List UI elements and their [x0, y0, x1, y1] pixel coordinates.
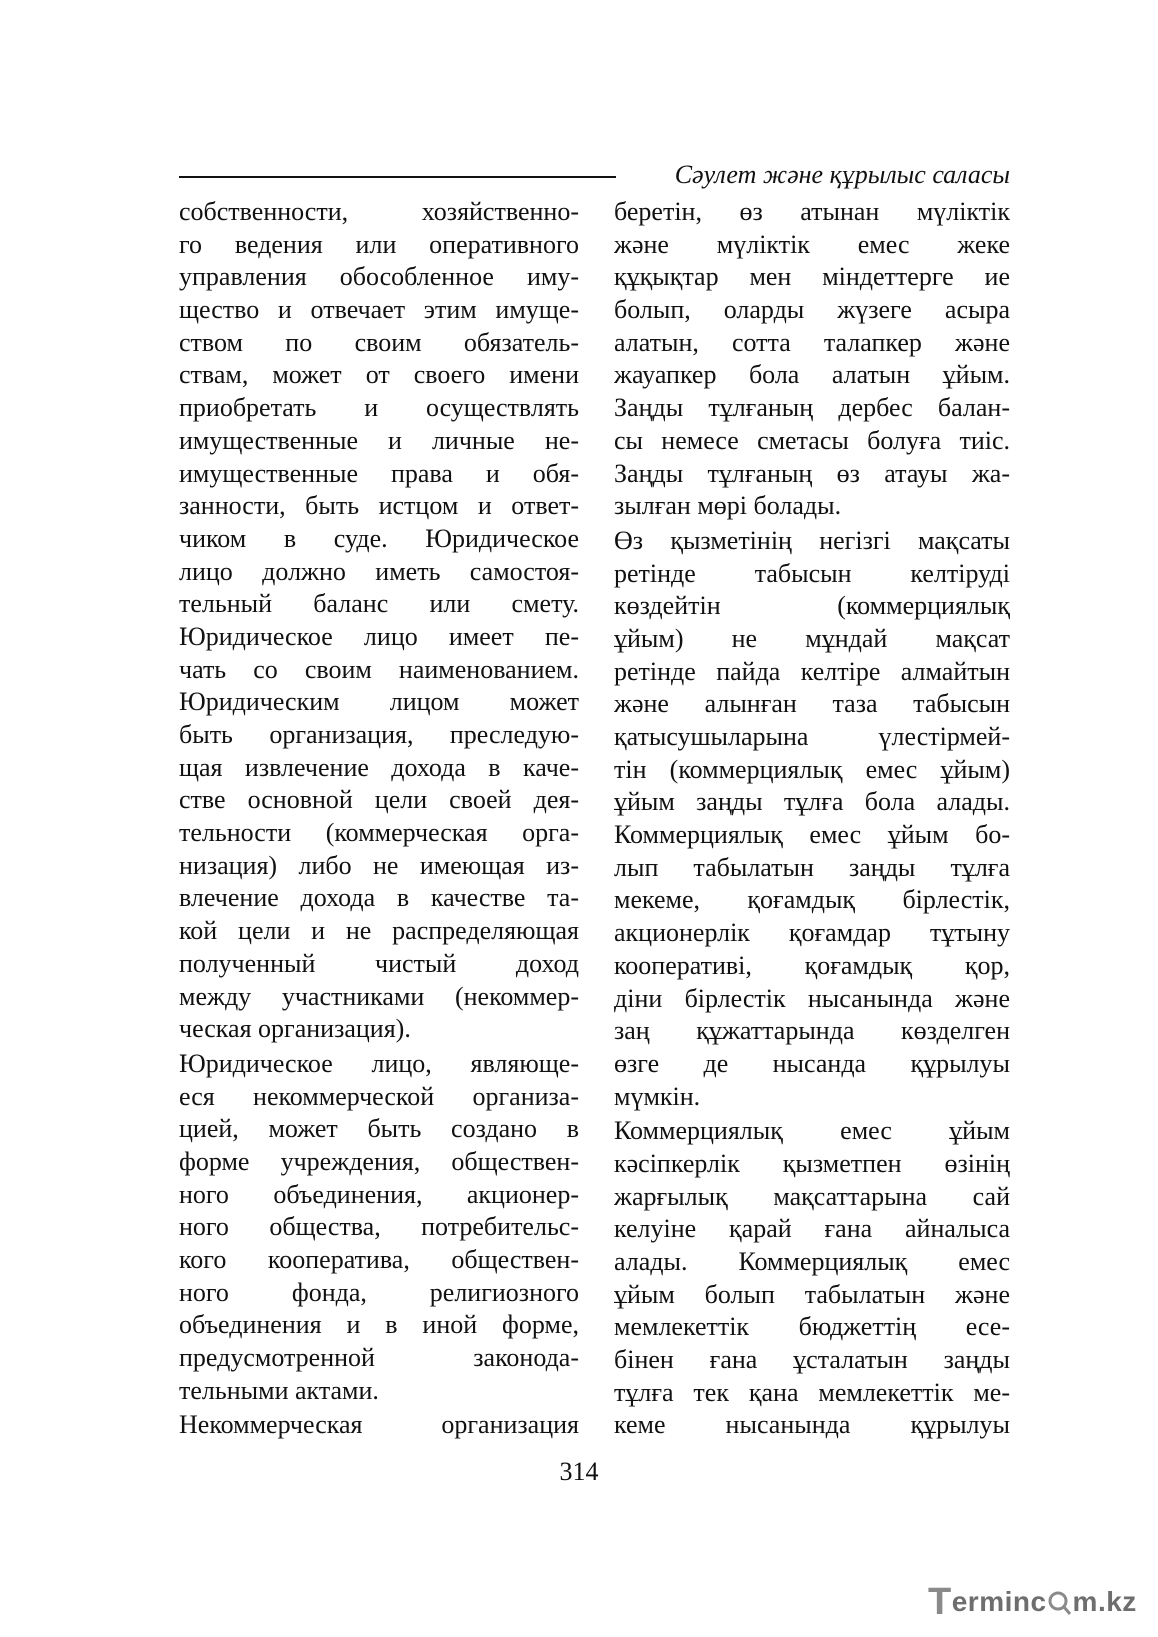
text-line: ного фонда, религиозного: [179, 1277, 579, 1307]
text-line: лып табылатын заңды тұлға: [614, 852, 1010, 882]
text-line: жарғылық мақсаттарына сай: [614, 1181, 1010, 1211]
text-line: Некоммерческая организация: [179, 1410, 579, 1440]
text-line: Заңды тұлғаның дербес балан-: [614, 393, 1010, 423]
text-line: Коммерциялық емес ұйым бо-: [614, 820, 1010, 850]
text-line: тұлға тек қана мемлекеттік ме-: [614, 1377, 1010, 1407]
text-line: ческая организация).: [179, 1014, 411, 1044]
text-line: заң құжаттарында көзделген: [614, 1016, 1010, 1046]
text-line: акционерлік қоғамдар тұтыну: [614, 918, 1010, 948]
text-line: Юридическим лицом может: [179, 687, 579, 717]
page-number: 314: [559, 1457, 599, 1486]
text-line: быть организация, преследую-: [179, 720, 579, 749]
text-line: жауапкер бола алатын ұйым.: [614, 360, 1010, 390]
text-line: мүмкін.: [614, 1081, 701, 1111]
text-line: болып, оларды жүзеге асыра: [614, 295, 1010, 325]
text-line: сы немесе сметасы болуға тиіс.: [614, 425, 1010, 455]
text-line: беретін, өз атынан мүліктік: [614, 197, 1010, 226]
text-line: объединения и в иной форме,: [179, 1310, 579, 1340]
text-line: Юридическое лицо, являюще-: [179, 1048, 579, 1078]
paragraph: [179, 196, 579, 1046]
text-line: занности, быть истцом и ответ-: [179, 491, 579, 521]
text-line: діни бірлестік нысанында және: [614, 983, 1010, 1013]
text-line: Өз қызметінің негізгі мақсаты: [614, 525, 1010, 555]
paragraph: [614, 525, 1010, 1113]
right-column: [614, 196, 1010, 1444]
paragraph: [614, 1115, 1010, 1442]
text-line: көздейтін (коммерциялық: [614, 591, 1010, 621]
text-line: және алынған таза табысын: [614, 689, 1010, 719]
magnifier-icon: [1048, 1588, 1072, 1616]
text-line: тельности (коммерческая орга-: [179, 818, 579, 848]
text-line: өзге де нысанда құрылуы: [614, 1048, 1010, 1078]
text-line: кого кооператива, обществен-: [179, 1245, 579, 1274]
text-line: Юридическое лицо имеет пе-: [179, 621, 579, 651]
text-line: алатын, сотта талапкер және: [614, 327, 1010, 357]
text-line: ұйым) не мұндай мақсат: [614, 623, 1010, 653]
text-line: кой цели и не распределяющая: [179, 916, 579, 946]
text-line: ұйым болып табылатын және: [614, 1279, 1010, 1309]
text-line: мекеме, қоғамдық бірлестік,: [614, 885, 1010, 915]
paragraph: [614, 196, 1010, 523]
text-line: ством по своим обязатель-: [179, 327, 579, 357]
text-line: тін (коммерциялық емес ұйым): [614, 754, 1010, 784]
text-line: мемлекеттік бюджеттің есе-: [614, 1312, 1010, 1342]
text-line: ретінде пайда келтіре алмайтын: [614, 656, 1010, 686]
text-line: полученный чистый доход: [179, 948, 579, 978]
text-line: щество и отвечает этим имуще-: [179, 295, 579, 325]
text-line: ствам, может от своего имени: [179, 360, 579, 390]
text-line: управления обособленное иму-: [179, 262, 579, 292]
text-line: тельный баланс или смету.: [179, 589, 579, 619]
text-line: имущественные права и обя-: [179, 458, 579, 488]
text-line: ного объединения, акционер-: [179, 1179, 579, 1209]
text-line: және мүліктік емес жеке: [614, 229, 1010, 259]
header-rule: [179, 176, 616, 178]
text-line: цией, может быть создано в: [179, 1114, 579, 1144]
text-line: собственности, хозяйственно-: [179, 197, 579, 226]
text-line: келуіне қарай ғана айналыса: [614, 1214, 1010, 1244]
text-line: бінен ғана ұсталатын заңды: [614, 1345, 1010, 1375]
text-line: предусмотренной законода-: [179, 1343, 579, 1373]
watermark-prefix: T: [928, 1580, 952, 1623]
left-column: [179, 196, 579, 1444]
running-head: Сәулет және құрылыс саласы: [674, 160, 1010, 189]
terminco-watermark[interactable]: [928, 1582, 1137, 1622]
text-line: чиком в суде. Юридическое: [179, 523, 579, 553]
text-line: го ведения или оперативного: [179, 229, 579, 259]
text-line: щая извлечение дохода в каче-: [179, 752, 579, 782]
text-line: между участниками (некоммер-: [179, 981, 579, 1011]
watermark-suffix: m.kz: [1072, 1586, 1137, 1617]
text-line: низация) либо не имеющая из-: [179, 850, 579, 880]
text-line: кәсіпкерлік қызметпен өзінің: [614, 1148, 1010, 1178]
text-line: Заңды тұлғаның өз атауы жа-: [614, 458, 1010, 488]
text-line: ретінде табысын келтіруді: [614, 558, 1010, 588]
paragraph: [179, 1409, 579, 1442]
text-line: приобретать и осуществлять: [179, 393, 579, 423]
text-line: тельными актами.: [179, 1375, 379, 1405]
watermark-middle: erminc: [951, 1586, 1047, 1617]
text-line: кооперативі, қоғамдық қор,: [614, 950, 1010, 980]
paragraph: [179, 1048, 579, 1408]
text-line: алады. Коммерциялық емес: [614, 1247, 1010, 1276]
text-line: Коммерциялық емес ұйым: [614, 1116, 1010, 1146]
text-line: лицо должно иметь самостоя-: [179, 556, 579, 586]
text-line: чать со своим наименованием.: [179, 654, 579, 684]
text-line: стве основной цели своей дея-: [179, 785, 579, 815]
text-line: ного общества, потребительс-: [179, 1212, 579, 1242]
text-line: кеме нысанында құрылуы: [614, 1410, 1010, 1440]
text-line: еся некоммерческой организа-: [179, 1081, 579, 1111]
text-line: ұйым заңды тұлға бола алады.: [614, 787, 1010, 817]
text-line: қатысушыларына үлестірмей-: [614, 722, 1010, 751]
text-line: имущественные и личные не-: [179, 425, 579, 455]
text-line: зылған мөрі болады.: [614, 491, 842, 521]
text-line: влечение дохода в качестве та-: [179, 883, 579, 913]
text-line: құқықтар мен міндеттерге ие: [614, 262, 1010, 292]
text-line: форме учреждения, обществен-: [179, 1146, 579, 1176]
